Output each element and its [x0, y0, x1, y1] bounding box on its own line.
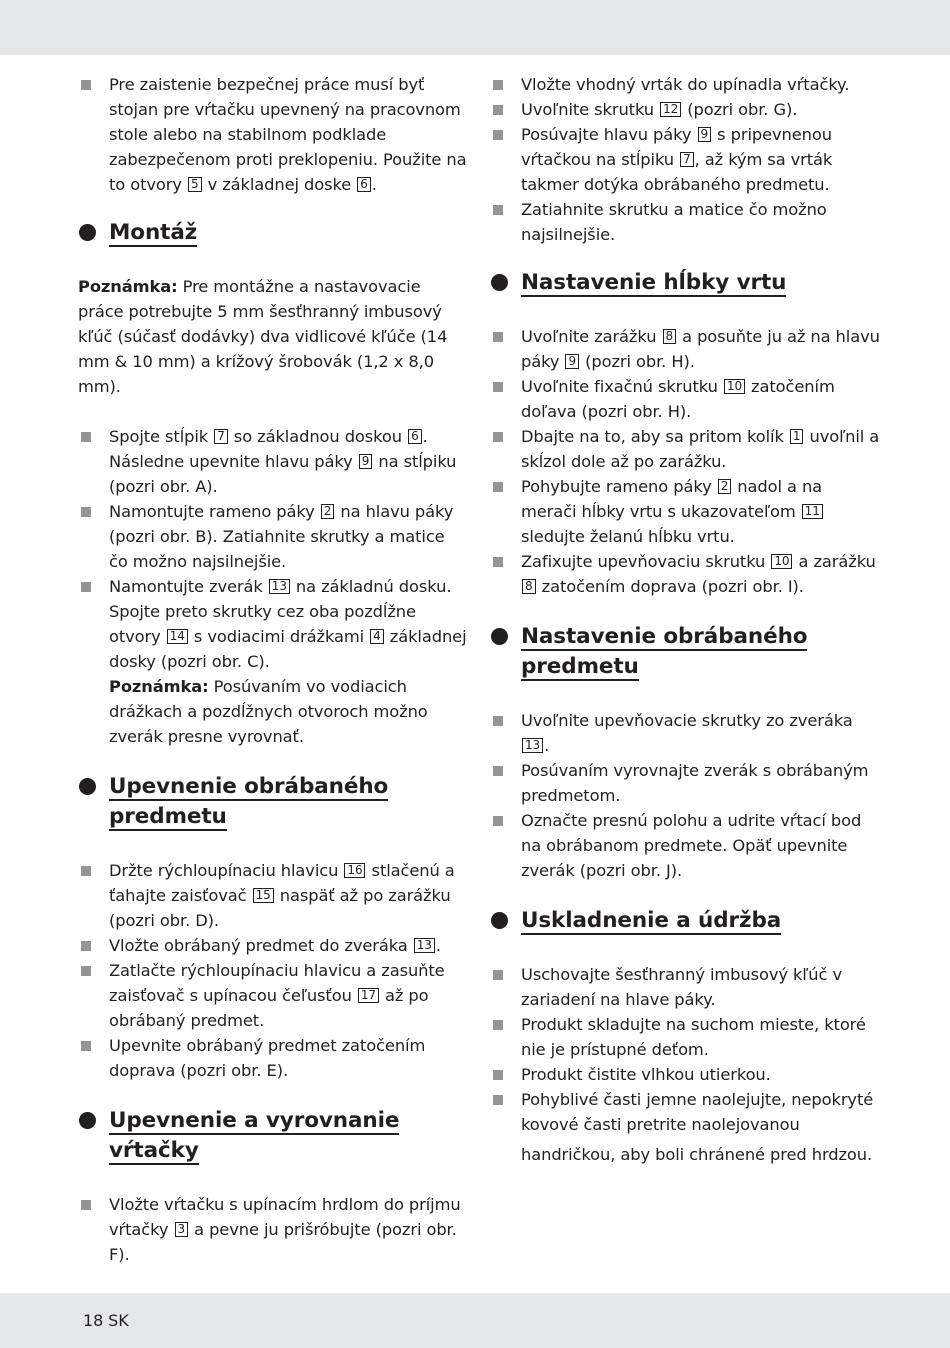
part-number-box: 6 — [408, 429, 422, 444]
part-number-box: 10 — [724, 379, 745, 394]
list-item: Uvoľnite fixačnú skrutku 10 zatočením doľava (pozri obr. H). — [490, 374, 880, 424]
list-item: Zafixujte upevňovaciu skrutku 10 a zarážku 8 zatočením doprava (pozri obr. I). — [490, 549, 880, 599]
square-bullet-icon — [81, 432, 91, 442]
part-number-box: 14 — [167, 629, 188, 644]
list-item: Dbajte na to, aby sa pritom kolík 1 uvoľnil a skĺzol dole až po zarážku. — [490, 424, 880, 474]
square-bullet-icon — [81, 866, 91, 876]
list-item: Produkt skladujte na suchom mieste, ktoré nie je prístupné deťom. — [490, 1012, 880, 1062]
section-title: Upevnenie obrábaného predmetu — [109, 774, 389, 829]
section-heading — [78, 218, 468, 248]
list — [490, 72, 880, 247]
square-bullet-icon — [493, 1095, 503, 1105]
square-bullet-icon — [493, 482, 503, 492]
list-item: Uvoľnite skrutku 12 (pozri obr. G). — [490, 97, 880, 122]
list-item: Pohyblivé časti jemne naolejujte, nepokryté kovové časti pretrite naolejovanou handričkou, aby boli chránené pred hrdzou. — [490, 1087, 880, 1167]
list — [78, 858, 468, 1083]
section-title: Upevnenie a vyrovnanie vŕtačky — [109, 1108, 400, 1163]
square-bullet-icon — [493, 557, 503, 567]
list-item: Držte rýchloupínaciu hlavicu 16 stlačenú a ťahajte zaisťovač 15 naspäť až po zarážku (pozri obr. D). — [78, 858, 468, 933]
square-bullet-icon — [81, 941, 91, 951]
part-number-box: 7 — [680, 152, 694, 167]
square-bullet-icon — [493, 766, 503, 776]
list-item: Spojte stĺpik 7 so základnou doskou 6 . Následne upevnite hlavu páky 9 na stĺpiku (pozri obr. A). — [78, 424, 468, 499]
square-bullet-icon — [493, 382, 503, 392]
list — [78, 424, 468, 749]
bottom-bar — [0, 1293, 950, 1348]
list-item: Vložte vŕtačku s upínacím hrdlom do príjmu vŕtačky 3 a pevne ju prišróbujte (pozri obr. F). — [78, 1192, 468, 1267]
list-item: Namontujte zverák 13 na základnú dosku. Spojte preto skrutky cez oba pozdĺžne otvory 14 s vodiacimi drážkami 4 základnej dosky (pozri obr. C). Poznámka: Posúvaním vo vodiacich drážkach a pozdĺžnych otvoroch možno zverák presne vyrovnať. — [78, 574, 468, 749]
list-item: Vložte vhodný vrták do upínadla vŕtačky. — [490, 72, 880, 97]
square-bullet-icon — [493, 105, 503, 115]
part-number-box: 16 — [344, 863, 365, 878]
part-number-box: 10 — [771, 554, 792, 569]
square-bullet-icon — [81, 1041, 91, 1051]
square-bullet-icon — [81, 582, 91, 592]
list-item: Vložte obrábaný predmet do zveráka 13 . — [78, 933, 468, 958]
bullet-dot-icon — [79, 1112, 96, 1129]
square-bullet-icon — [81, 507, 91, 517]
part-number-box: 15 — [253, 888, 274, 903]
square-bullet-icon — [493, 130, 503, 140]
part-number-box: 17 — [358, 988, 379, 1003]
part-number-box: 13 — [269, 579, 290, 594]
part-number-box: 11 — [802, 504, 823, 519]
part-number-box: 2 — [718, 479, 732, 494]
right-column — [490, 72, 880, 1167]
list-item: Produkt čistite vlhkou utierkou. — [490, 1062, 880, 1087]
section-title: Uskladnenie a údržba — [521, 908, 782, 933]
list — [78, 72, 468, 197]
part-number-box: 6 — [357, 177, 371, 192]
note-text: Pre montážne a nastavovacie práce potrebujte 5 mm šesťhranný imbusový kľúč (súčasť dodávky) dva vidlicové kľúče (14 mm & 10 mm) a krížový šrobovák (1,2 x 8,0 mm). — [78, 277, 448, 396]
part-number-box: 9 — [359, 454, 373, 469]
section-heading — [78, 772, 468, 832]
section-heading — [78, 1106, 468, 1166]
part-number-box: 12 — [660, 102, 681, 117]
part-number-box: 9 — [698, 127, 712, 142]
list-item: Pohybujte rameno páky 2 nadol a na merači hĺbky vrtu s ukazovateľom 11 sledujte želanú hĺbku vrtu. — [490, 474, 880, 549]
part-number-box: 7 — [214, 429, 228, 444]
list-item: Zatiahnite skrutku a matice čo možno najsilnejšie. — [490, 197, 880, 247]
list — [490, 324, 880, 599]
left-column — [78, 72, 468, 1267]
part-number-box: 9 — [565, 354, 579, 369]
square-bullet-icon — [493, 716, 503, 726]
part-number-box: 5 — [188, 177, 202, 192]
part-number-box: 1 — [790, 429, 804, 444]
list-item-continuation: handričkou, aby boli chránené pred hrdzou. — [521, 1145, 873, 1164]
list-item: Uvoľnite upevňovacie skrutky zo zveráka 13 . — [490, 708, 880, 758]
list-item: Posúvajte hlavu páky 9 s pripevnenou vŕtačkou na stĺpiku 7 , až kým sa vrták takmer dotýka obrábaného predmetu. — [490, 122, 880, 197]
note-label: Poznámka: — [78, 277, 178, 296]
top-bar — [0, 0, 950, 55]
square-bullet-icon — [493, 816, 503, 826]
list-item: Namontujte rameno páky 2 na hlavu páky (pozri obr. B). Zatiahnite skrutky a matice čo možno najsilnejšie. — [78, 499, 468, 574]
part-number-box: 8 — [522, 579, 536, 594]
list-item: Uschovajte šesťhranný imbusový kľúč v zariadení na hlave páky. — [490, 962, 880, 1012]
note-label: Poznámka: — [109, 677, 209, 696]
list-item: Zatlačte rýchloupínaciu hlavicu a zasuňte zaisťovač s upínacou čeľusťou 17 až po obrábaný predmet. — [78, 958, 468, 1033]
list — [490, 708, 880, 883]
list-item: Pre zaistenie bezpečnej práce musí byť stojan pre vŕtačku upevnený na pracovnom stole alebo na stabilnom podklade zabezpečenom proti preklopeniu. Použite na to otvory 5 v základnej doske 6 . — [78, 72, 468, 197]
list-item: Označte presnú polohu a udrite vŕtací bod na obrábanom predmete. Opäť upevnite zverák (pozri obr. J). — [490, 808, 880, 883]
square-bullet-icon — [493, 970, 503, 980]
part-number-box: 8 — [663, 329, 677, 344]
section-heading — [490, 622, 880, 682]
part-number-box: 13 — [414, 938, 435, 953]
square-bullet-icon — [81, 966, 91, 976]
square-bullet-icon — [81, 80, 91, 90]
section-heading — [490, 268, 880, 298]
square-bullet-icon — [493, 1070, 503, 1080]
part-number-box: 2 — [321, 504, 335, 519]
square-bullet-icon — [493, 80, 503, 90]
bullet-dot-icon — [79, 224, 96, 241]
part-number-box: 4 — [370, 629, 384, 644]
part-number-box: 13 — [522, 738, 543, 753]
bullet-dot-icon — [491, 912, 508, 929]
square-bullet-icon — [493, 1020, 503, 1030]
list-item: Posúvaním vyrovnajte zverák s obrábaným predmetom. — [490, 758, 880, 808]
section-heading — [490, 906, 880, 936]
list — [490, 962, 880, 1167]
section-title: Nastavenie obrábaného predmetu — [521, 624, 808, 679]
note — [78, 274, 468, 399]
list — [78, 1192, 468, 1267]
bullet-dot-icon — [491, 274, 508, 291]
square-bullet-icon — [81, 1200, 91, 1210]
page-number: 18 SK — [83, 1311, 129, 1330]
square-bullet-icon — [493, 205, 503, 215]
part-number-box: 3 — [175, 1222, 189, 1237]
bullet-dot-icon — [79, 778, 96, 795]
list-item: Upevnite obrábaný predmet zatočením doprava (pozri obr. E). — [78, 1033, 468, 1083]
square-bullet-icon — [493, 332, 503, 342]
section-title: Nastavenie hĺbky vrtu — [521, 270, 787, 295]
section-title: Montáž — [109, 220, 198, 245]
bullet-dot-icon — [491, 628, 508, 645]
list-item: Uvoľnite zarážku 8 a posuňte ju až na hlavu páky 9 (pozri obr. H). — [490, 324, 880, 374]
square-bullet-icon — [493, 432, 503, 442]
